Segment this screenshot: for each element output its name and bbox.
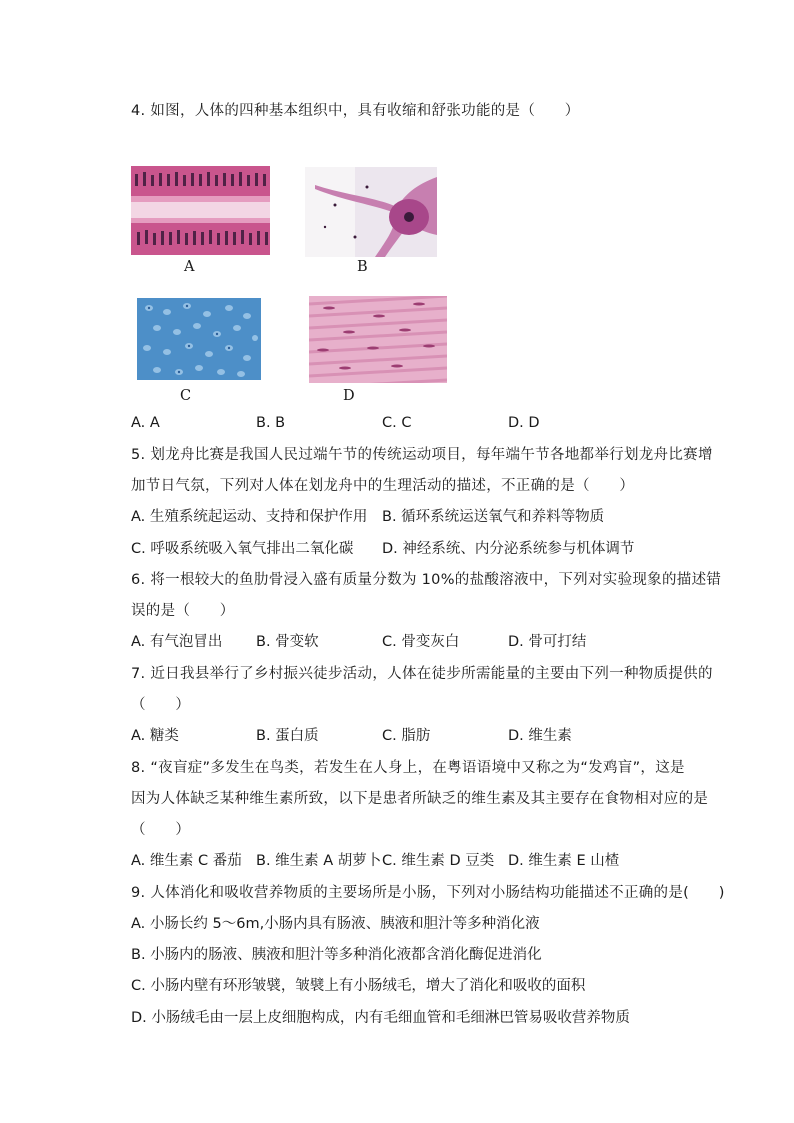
question-8-stem-line-2: 因为人体缺乏某种维生素所致，以下是患者所缺乏的维生素及其主要存在食物相对应的是 (131, 791, 709, 807)
question-6-stem-line-1: 6. 将一根较大的鱼肋骨浸入盛有质量分数为 10%的盐酸溶液中，下列对实验现象的描述错 (131, 572, 722, 588)
q5-option-d[interactable]: D. 神经系统、内分泌系统参与机体调节 (382, 541, 635, 557)
q5-option-c[interactable]: C. 呼吸系统吸入氧气排出二氧化碳 (131, 541, 354, 557)
q9-option-d[interactable]: D. 小肠绒毛由一层上皮细胞构成，内有毛细血管和毛细淋巴管易吸收营养物质 (131, 1010, 630, 1026)
q4-option-d[interactable]: D. D (508, 415, 540, 431)
q9-option-b[interactable]: B. 小肠内的肠液、胰液和胆汁等多种消化液都含消化酶促进消化 (131, 947, 542, 963)
q8-option-b[interactable]: B. 维生素 A 胡萝卜 (256, 853, 382, 869)
question-6-stem-line-2: 误的是（ ） (131, 603, 235, 619)
image-label-a: A (184, 259, 195, 275)
question-9-stem: 9. 人体消化和吸收营养物质的主要场所是小肠，下列对小肠结构功能描述不正确的是( ) (131, 885, 725, 901)
q7-option-d[interactable]: D. 维生素 (508, 728, 572, 744)
q7-option-c[interactable]: C. 脂肪 (382, 728, 431, 744)
q4-option-c[interactable]: C. C (382, 415, 412, 431)
image-connective-tissue (137, 298, 261, 380)
q6-option-a[interactable]: A. 有气泡冒出 (131, 634, 223, 650)
image-epithelial-tissue (131, 166, 270, 255)
image-nerve-tissue (305, 167, 437, 257)
image-label-b: B (357, 259, 368, 275)
question-8-stem-line-1: 8. “夜盲症”多发生在鸟类，若发生在人身上，在粤语语境中又称之为“发鸡盲”，这是 (131, 760, 685, 776)
q5-option-a[interactable]: A. 生殖系统起运动、支持和保护作用 (131, 509, 368, 525)
q8-option-c[interactable]: C. 维生素 D 豆类 (382, 853, 495, 869)
image-label-c: C (180, 388, 192, 404)
q4-option-a[interactable]: A. A (131, 415, 160, 431)
q6-option-b[interactable]: B. 骨变软 (256, 634, 319, 650)
question-5-stem-line-1: 5. 划龙舟比赛是我国人民过端午节的传统运动项目，每年端午节各地都举行划龙舟比赛增 (131, 447, 713, 463)
question-8-stem-line-3: （ ） (131, 822, 191, 838)
q6-option-d[interactable]: D. 骨可打结 (508, 634, 587, 650)
q9-option-c[interactable]: C. 小肠内壁有环形皱襞，皱襞上有小肠绒毛，增大了消化和吸收的面积 (131, 978, 586, 994)
image-muscle-tissue (309, 296, 447, 383)
q8-option-d[interactable]: D. 维生素 E 山楂 (508, 853, 620, 869)
q9-option-a[interactable]: A. 小肠长约 5～6m,小肠内具有肠液、胰液和胆汁等多种消化液 (131, 916, 540, 932)
q4-option-b[interactable]: B. B (256, 415, 286, 431)
question-5-stem-line-2: 加节日气氛，下列对人体在划龙舟中的生理活动的描述，不正确的是（ ） (131, 478, 635, 494)
q5-option-b[interactable]: B. 循环系统运送氧气和养料等物质 (382, 509, 605, 525)
question-7-stem-line-2: （ ） (131, 697, 191, 713)
question-7-stem-line-1: 7. 近日我县举行了乡村振兴徒步活动，人体在徒步所需能量的主要由下列一种物质提供的 (131, 666, 713, 682)
image-label-d: D (343, 388, 355, 404)
q7-option-a[interactable]: A. 糖类 (131, 728, 179, 744)
question-4-stem: 4. 如图，人体的四种基本组织中，具有收缩和舒张功能的是（ ） (131, 103, 580, 119)
q8-option-a[interactable]: A. 维生素 C 番茄 (131, 853, 242, 869)
q6-option-c[interactable]: C. 骨变灰白 (382, 634, 460, 650)
q7-option-b[interactable]: B. 蛋白质 (256, 728, 319, 744)
